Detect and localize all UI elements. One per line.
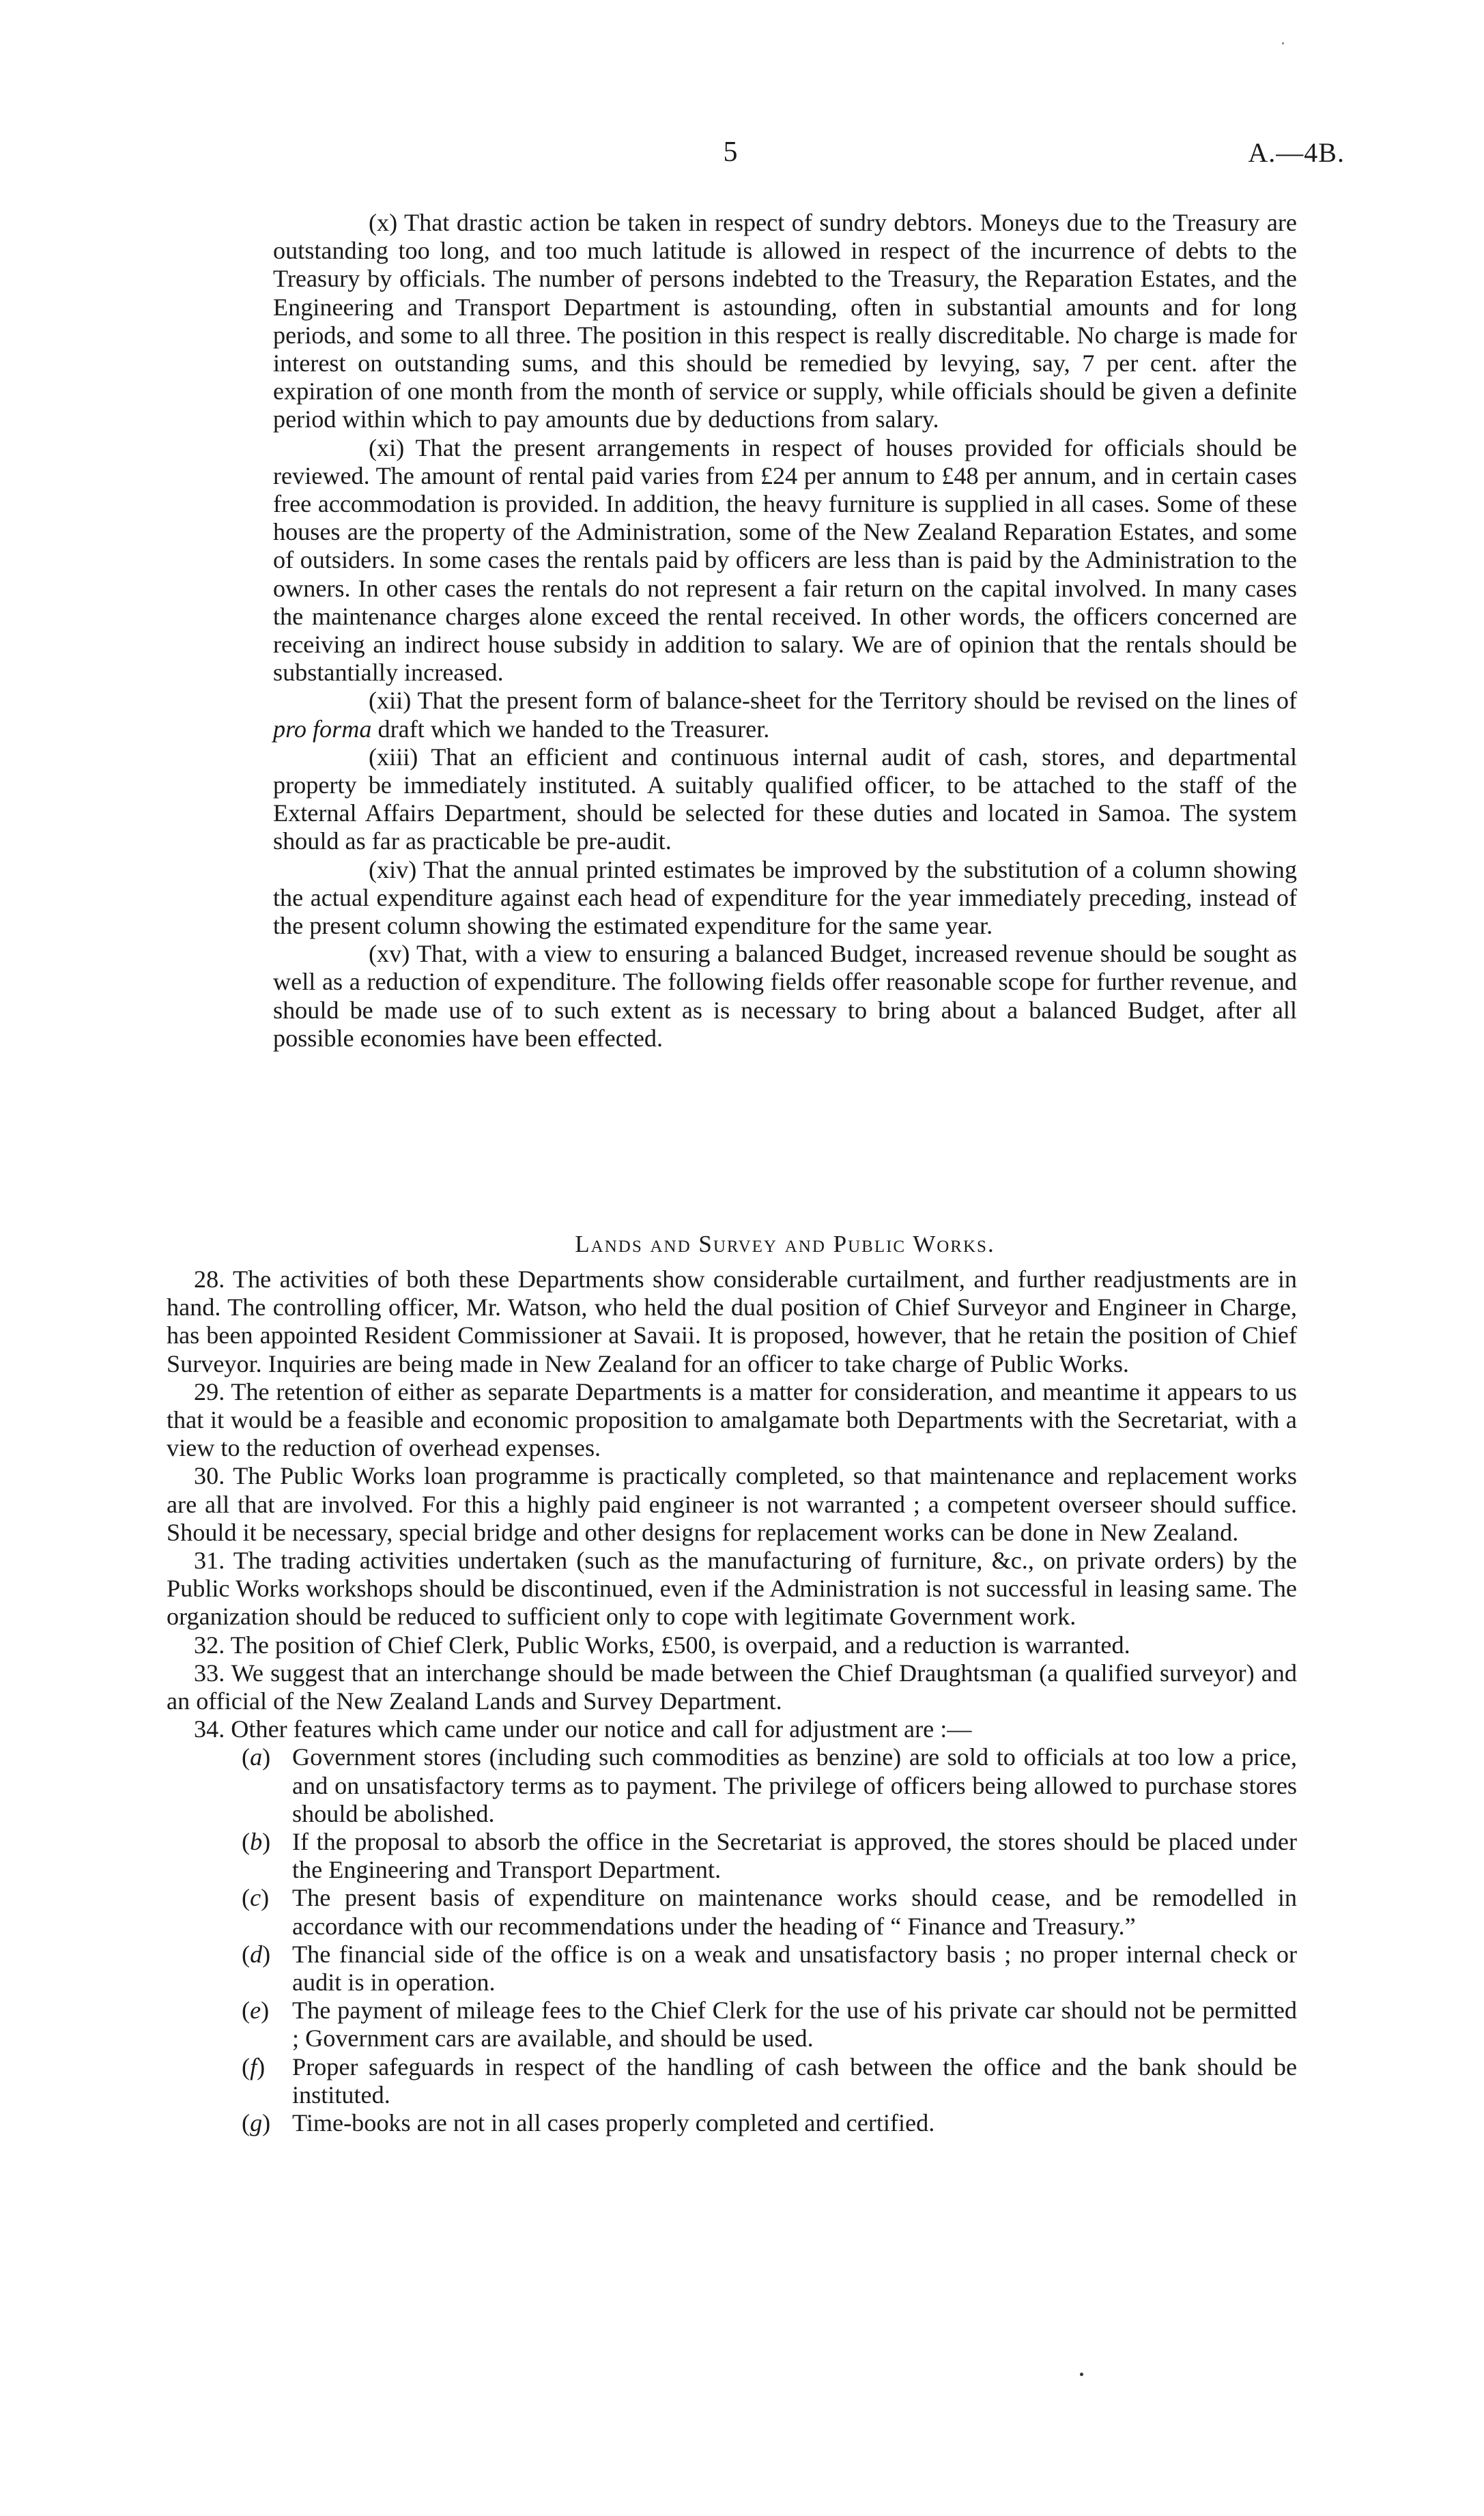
adjustment-item (242, 1828, 1297, 1884)
paragraph-32: 32. The position of Chief Clerk, Public Works, £500, is overpaid, and a reduction is warranted. (194, 1631, 1130, 1659)
adjustment-item (242, 2053, 1297, 2109)
section-heading: Lands and Survey and Public Works. (575, 1231, 995, 1257)
document-reference: A.—4B. (1248, 137, 1345, 168)
adjustment-letter: (e) (242, 1997, 270, 2025)
adjustment-text: If the proposal to absorb the office in the Secretariat is approved, the stores should be placed under the Engineering and Transport Department. (292, 1828, 1297, 1884)
adjustment-text: Proper safeguards in respect of the handling of cash between the office and the bank should be instituted. (292, 2053, 1297, 2108)
adjustment-letter: (c) (242, 1884, 270, 1912)
adjustment-text: Time-books are not in all cases properly completed and certified. (292, 2109, 935, 2137)
recommendation-xiv: (xiv) That the annual printed estimates be improved by the substitution of a column showing the actual expenditure against each head of expenditure for the year immediately preceding, instead of the present column showing the estimated expenditure for the same year. (273, 855, 1297, 940)
recommendation-xiii: (xiii) That an efficient and continuous internal audit of cash, stores, and departmental property be immediately instituted. A suitably qualified officer, to be attached to the staff of the External Affairs Department, should be selected for these duties and located in Samoa. The system should as far as practicable be pre-audit. (273, 743, 1297, 855)
recommendation-xv: (xv) That, with a view to ensuring a balanced Budget, increased revenue should be sought as well as a reduction of expenditure. The following fields offer reasonable scope for further revenue, and should be made use of to such extent as is necessary to bring about a balanced Budget, after all possible economies have been effected. (273, 940, 1297, 1052)
adjustment-letter: (b) (242, 1828, 271, 1856)
adjustment-item (242, 1743, 1297, 1828)
paragraph-30: 30. The Public Works loan programme is practically completed, so that maintenance and replacement works are all that are involved. For this a highly paid engineer is not warranted ; a competent overseer should suffice. Should it be necessary, special bridge and other designs for replacement works can be done in New Zealand. (167, 1462, 1297, 1546)
adjustment-letter: (f) (242, 2053, 266, 2081)
adjustments-list (167, 1743, 1297, 2137)
paragraphs-block (167, 1266, 1297, 2137)
adjustment-text: The present basis of expenditure on maintenance works should cease, and be remodelled in accordance with our recommendations under the heading of “ Finance and Treasury.” (292, 1884, 1297, 1940)
adjustment-letter: (d) (242, 1940, 271, 1968)
adjustment-item (242, 1884, 1297, 1940)
adjustment-item (242, 1997, 1297, 2053)
paragraph-28: 28. The activities of both these Departments show considerable curtailment, and further readjustments are in hand. The controlling officer, Mr. Watson, who held the dual position of Chief Surveyor and Engineer in Charge, has been appointed Resident Commissioner at Savaii. It is proposed, however, that he retain the position of Chief Surveyor. Inquiries are being made in New Zealand for an officer to take charge of Public Works. (167, 1266, 1297, 1377)
recommendation-xii-text-before: (xii) That the present form of balance-sheet for the Territory should be revised on the lines of (369, 687, 1297, 715)
scan-speck (1282, 42, 1284, 44)
adjustment-letter: (g) (242, 2109, 271, 2137)
recommendation-x: (x) That drastic action be taken in respect of sundry debtors. Moneys due to the Treasury are outstanding too long, and too much latitude is allowed in respect of the incurrence of debts to the Treasury by officials. The number of persons indebted to the Treasury, the Reparation Estates, and the Engineering and Transport Department is astounding, often in substantial amounts and for long periods, and some to all three. The position in this respect is really discreditable. No charge is made for interest on outstanding sums, and this should be remedied by levying, say, 7 per cent. after the expiration of one month from the month of service or supply, while officials should be given a definite period within which to pay amounts due by deductions from salary. (273, 209, 1297, 433)
page-number: 5 (723, 137, 738, 168)
adjustment-item (242, 1941, 1297, 1997)
adjustment-letter: (a) (242, 1743, 271, 1771)
recommendation-xii-text-after: draft which we handed to the Treasurer. (371, 715, 770, 743)
paragraph-33: 33. We suggest that an interchange should be made between the Chief Draughtsman (a qualified surveyor) and an official of the New Zealand Lands and Survey Department. (167, 1659, 1297, 1715)
paragraph-34: 34. Other features which came under our notice and call for adjustment are :— (194, 1715, 972, 1743)
scan-speck (1080, 2373, 1083, 2376)
adjustment-text: The payment of mileage fees to the Chief Clerk for the use of his private car should not be permitted ; Government cars are available, and should be used. (292, 1997, 1297, 2053)
adjustment-text: Government stores (including such commodities as benzine) are sold to officials at too low a price, and on unsatisfactory terms as to payment. The privilege of officers being allowed to purchase stores should be abolished. (292, 1743, 1297, 1827)
adjustment-text: The financial side of the office is on a weak and unsatisfactory basis ; no proper internal check or audit is in operation. (292, 1940, 1297, 1997)
recommendation-xi: (xi) That the present arrangements in respect of houses provided for officials should be reviewed. The amount of rental paid varies from £24 per annum to £48 per annum, and in certain cases free accommodation is provided. In addition, the heavy furniture is supplied in all cases. Some of these houses are the property of the Administration, some of the New Zealand Reparation Estates, and some of outsiders. In some cases the rentals paid by officers are less than is paid by the Administration to the owners. In other cases the rentals do not represent a fair return on the capital involved. In many cases the maintenance charges alone exceed the rental received. In other words, the officers concerned are receiving an indirect house subsidy in addition to salary. We are of opinion that the rentals should be substantially increased. (273, 433, 1297, 687)
recommendation-xii (273, 687, 1297, 743)
adjustment-item (242, 2109, 1297, 2137)
paragraph-31: 31. The trading activities undertaken (such as the manufacturing of furniture, &c., on private orders) by the Public Works workshops should be discontinued, even if the Administration is not successful in leasing same. The organization should be reduced to sufficient only to cope with legitimate Government work. (167, 1547, 1297, 1631)
recommendation-xii-italic: pro forma (273, 715, 372, 743)
recommendations-block (273, 209, 1297, 1053)
paragraph-29: 29. The retention of either as separate Departments is a matter for consideration, and meantime it appears to us that it would be a feasible and economic proposition to amalgamate both Departments with the Secretariat, with a view to the reduction of overhead expenses. (167, 1377, 1297, 1462)
